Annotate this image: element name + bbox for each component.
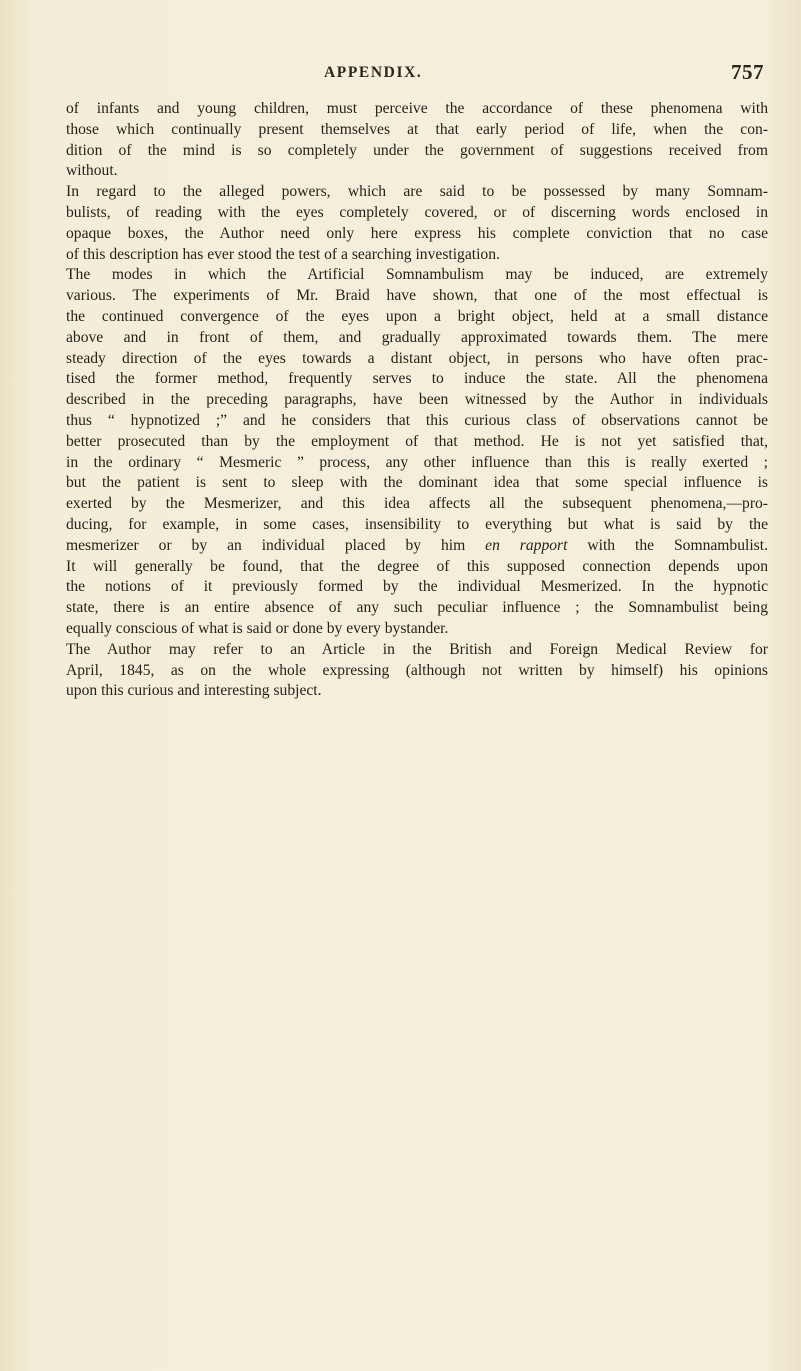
text-line: tised the former method, frequently serves to induce the state. All the phenomena xyxy=(66,370,768,388)
text-line: better prosecuted than by the employment of that method. He is not yet satisfied that, xyxy=(66,432,768,450)
text-line: the continued convergence of the eyes upon a bright object, held at a small distance xyxy=(66,307,768,325)
running-head xyxy=(66,60,764,88)
body-text xyxy=(66,99,768,702)
text-line: steady direction of the eyes towards a distant object, in persons who have often prac- xyxy=(66,349,768,367)
text-line: mesmerizer or by an individual placed by him en rapport with the Somnambulist. xyxy=(66,536,768,554)
paragraph xyxy=(66,640,768,702)
paragraph xyxy=(66,99,768,182)
text-line: thus “ hypnotized ;” and he considers that this curious class of observations cannot be xyxy=(66,411,768,429)
text-line: It will generally be found, that the degree of this supposed connection depends upon xyxy=(66,557,768,575)
paragraph xyxy=(66,182,768,265)
text-line: opaque boxes, the Author need only here express his complete conviction that no case xyxy=(66,224,768,242)
text-line: bulists, of reading with the eyes completely covered, or of discerning words enclosed in xyxy=(66,203,768,221)
page-number: 757 xyxy=(731,60,764,84)
text-line: April, 1845, as on the whole expressing (although not written by himself) his opinions xyxy=(66,661,768,679)
text-line: of this description has ever stood the test of a searching investigation. xyxy=(66,245,500,263)
text-line: those which continually present themselves at that early period of life, when the con- xyxy=(66,120,768,138)
text-line: equally conscious of what is said or done by every bystander. xyxy=(66,619,449,637)
text-line: dition of the mind is so completely under the government of suggestions received from xyxy=(66,141,768,159)
running-title: APPENDIX. xyxy=(324,64,423,81)
text-line: state, there is an entire absence of any such peculiar influence ; the Somnambulist being xyxy=(66,599,768,617)
paragraph xyxy=(66,265,768,639)
text-line: above and in front of them, and gradually approximated towards them. The mere xyxy=(66,328,768,346)
text-line: without. xyxy=(66,162,118,180)
italic-phrase: en rapport xyxy=(485,536,568,554)
text-line: exerted by the Mesmerizer, and this idea affects all the subsequent phenomena,—pro- xyxy=(66,495,768,513)
text-line: The Author may refer to an Article in the British and Foreign Medical Review for xyxy=(66,640,768,658)
text-line: but the patient is sent to sleep with the dominant idea that some special influence is xyxy=(66,474,768,492)
text-line: ducing, for example, in some cases, insensibility to everything but what is said by the xyxy=(66,515,768,533)
text-line: of infants and young children, must perceive the accordance of these phenomena with xyxy=(66,100,768,117)
text-line: upon this curious and interesting subject. xyxy=(66,682,322,700)
text-line: the notions of it previously formed by the individual Mesmerized. In the hypnotic xyxy=(66,578,768,596)
text-line: The modes in which the Artificial Somnambulism may be induced, are extremely xyxy=(66,266,768,284)
text-line: In regard to the alleged powers, which are said to be possessed by many Somnam- xyxy=(66,183,768,201)
text-line: described in the preceding paragraphs, have been witnessed by the Author in individuals xyxy=(66,391,768,409)
text-line: in the ordinary “ Mesmeric ” process, any other influence than this is really exerted ; xyxy=(66,453,768,471)
text-line: various. The experiments of Mr. Braid have shown, that one of the most effectual is xyxy=(66,287,768,305)
